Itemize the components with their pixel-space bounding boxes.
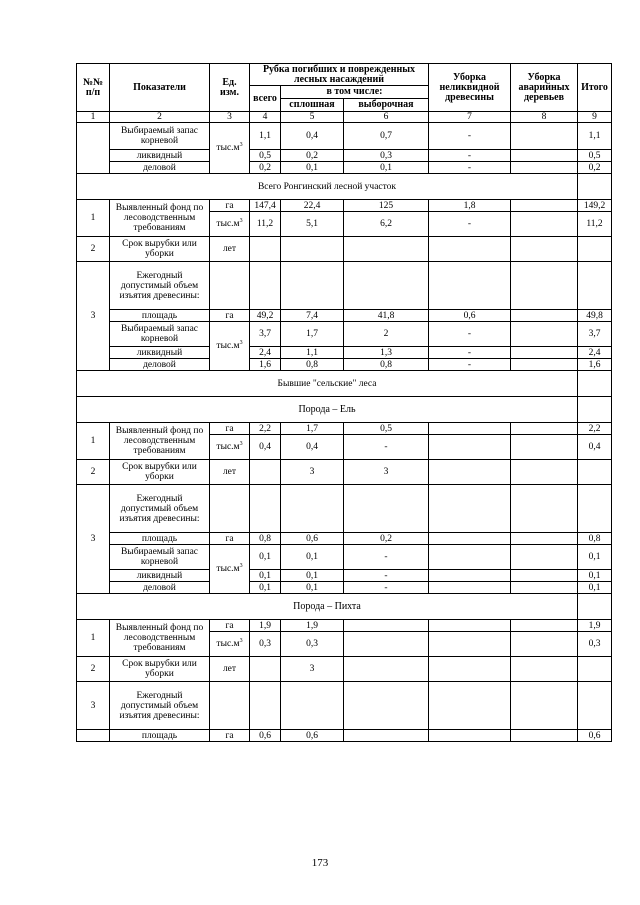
col-num: 9 xyxy=(578,112,612,123)
col-num: 6 xyxy=(344,112,429,123)
table-row: 3 Ежегодный допустимый объем изъятия древесины: xyxy=(77,682,612,730)
table-row: 1 Выявленный фонд по лесоводственным требованиям га 147,4 22,4 125 1,8 149,2 xyxy=(77,200,612,212)
col-num: 1 xyxy=(77,112,110,123)
table-row: Выбираемый запас корневой $тыс.м^3$ 1,1 0,4 0,7 - 1,1 xyxy=(77,123,612,150)
header-indicators: Показатели xyxy=(110,64,210,112)
header-illiquid: Уборка неликвидной древесины xyxy=(429,64,511,112)
header-felling: Рубка погибших и поврежденных лесных насаждений xyxy=(250,64,429,86)
col-num: 4 xyxy=(250,112,281,123)
page-number: 173 xyxy=(311,857,329,869)
col-num: 3 xyxy=(210,112,250,123)
header-selective: выборочная xyxy=(344,99,429,112)
col-num: 7 xyxy=(429,112,511,123)
subsection-title: Порода – Ель xyxy=(77,397,578,423)
col-num: 2 xyxy=(110,112,210,123)
table-row: 2 Срок вырубки или уборки лет 3 xyxy=(77,657,612,682)
header-including: в том числе: xyxy=(281,86,429,99)
column-numbers-row xyxy=(77,112,612,123)
section-title: Всего Ронгинский лесной участок xyxy=(77,174,578,200)
subsection-title-row xyxy=(77,594,612,620)
table-row: 3 Ежегодный допустимый объем изъятия древесины: xyxy=(77,262,612,310)
table-row: 3 Ежегодный допустимый объем изъятия древесины: xyxy=(77,485,612,533)
header-clear: сплошная xyxy=(281,99,344,112)
table-row: 1 Выявленный фонд по лесоводственным требованиям га 2,2 1,7 0,5 2,2 xyxy=(77,423,612,435)
header-sum: Итого xyxy=(578,64,612,112)
table-row: 2 Срок вырубки или уборки лет 3 3 xyxy=(77,460,612,485)
section-title: Бывшие "сельские" леса xyxy=(77,371,578,397)
table-row: 2 Срок вырубки или уборки лет xyxy=(77,237,612,262)
table-row: ликвидный 0,5 0,2 0,3 - 0,5 xyxy=(77,150,612,162)
header-num: №№ п/п xyxy=(77,64,110,112)
header-row-1 xyxy=(77,64,612,86)
section-title-row xyxy=(77,174,612,200)
table-row: 1 Выявленный фонд по лесоводственным требованиям га 1,9 1,9 1,9 xyxy=(77,620,612,632)
header-emergency: Уборка аварийных деревьев xyxy=(511,64,578,112)
subsection-title: Порода – Пихта xyxy=(77,594,578,620)
header-total: всего xyxy=(250,86,281,112)
col-num: 5 xyxy=(281,112,344,123)
section-title-row xyxy=(77,371,612,397)
subsection-title-row xyxy=(77,397,612,423)
col-num: 8 xyxy=(511,112,578,123)
header-unit: Ед. изм. xyxy=(210,64,250,112)
table-row: деловой 0,2 0,1 0,1 - 0,2 xyxy=(77,162,612,174)
felling-table: №№ п/п Показатели Ед. изм. Рубка погибших и поврежденных лесных насаждений Уборка неликвидной древесины Уборка аварийных деревьев Итого всего в том числе: сплошная выборочная 1 2 3 4 5 6 7 8 9 Выбираемый запас корневой $тыс.м^3$ 1,1 0,4 0,7 - 1,1 ликвидный 0,5 0,2 0,3 - 0,5 деловой 0,2 0,1 0,1 - 0,2 Всего Ронгинский лесной участок 1 Выявленный фонд по лесоводственным требованиям га 147,4 22,4 125 1,8 149,2 $тыс.м^3$ 11,2 5,1 6,2 - 11,2 2 Срок вырубки или уборки лет 3 Ежегодный допустимый объем изъятия древесины: площадь га 49,2 7,4 41,8 0,6 49,8 Выбираемый запас корневой $тыс.м^3$ 3,7 1,7 2 - 3,7 ликвидный 2,4 1,1 1,3 - 2,4 деловой 1,6 0,8 0,8 - 1,6 Бывшие "сельские" леса Порода – Ель 1 Выявленный фонд по лесоводственным требованиям га 2,2 1,7 0,5 2,2 $тыс.м^3$ 0,4 0,4 - 0,4 2 Срок вырубки или уборки лет 3 3 3 Ежегодный допустимый объем изъятия древесины: площадь га 0,8 0,6 0,2 0,8 Выбираемый запас корневой $тыс.м^3$ 0,1 0,1 - 0,1 ликвидный 0,1 0,1 - 0,1 деловой 0,1 0,1 - 0,1 Порода – Пихта 1 Выявленный фонд по лесоводственным требованиям га 1,9 1,9 1,9 $тыс.м^3$ 0,3 0,3 0,3 2 Срок вырубки или уборки лет 3 3 Ежегодный допустимый объем изъятия древесины: площадь га 0,6 0,6 0,6 xyxy=(76,63,612,742)
